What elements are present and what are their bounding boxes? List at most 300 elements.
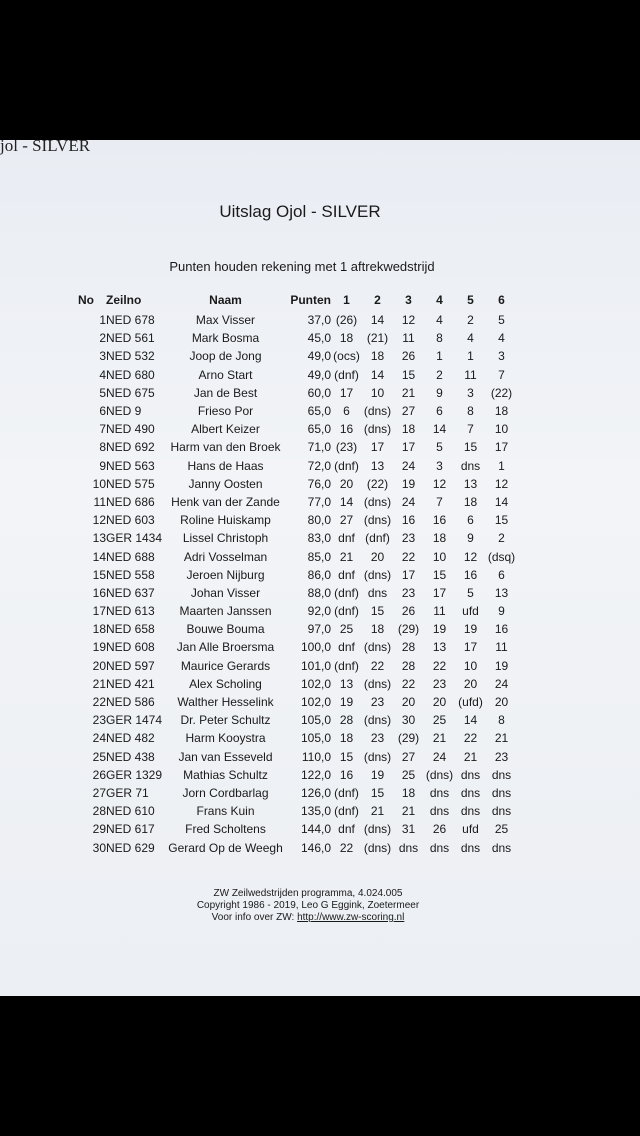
cell-race-3: 22	[401, 676, 416, 691]
table-row	[78, 384, 517, 402]
cell-race-3: 21	[401, 385, 416, 400]
cell-race-1: 22	[339, 840, 354, 855]
cell-race-1: 16	[339, 767, 354, 782]
cell-punten: 80,0	[307, 513, 331, 528]
cell-punten: 110,0	[301, 749, 331, 764]
cell-zeilno: GER 1434	[106, 531, 163, 546]
cell-race-5: 7	[467, 422, 474, 437]
cell-race-3: 23	[401, 531, 416, 546]
cell-race-4: 24	[432, 749, 447, 764]
cell-zeilno: NED 678	[106, 313, 155, 328]
cell-naam: Lissel Christoph	[182, 531, 269, 546]
table-row	[78, 838, 517, 856]
cell-race-2: (22)	[366, 476, 389, 491]
cell-naam: Jan de Best	[193, 385, 258, 400]
cell-race-6: dns	[491, 785, 512, 800]
cell-punten: 146,0	[300, 840, 331, 855]
cell-punten: 88,0	[307, 585, 331, 600]
header-race-5: 5	[467, 293, 474, 307]
table-row	[78, 802, 517, 820]
footer-info-line	[0, 912, 616, 924]
cell-zeilno: NED 637	[106, 585, 155, 600]
cell-zeilno: NED 680	[106, 367, 155, 382]
cell-punten: 135,0	[300, 804, 331, 819]
cell-race-4: 25	[432, 713, 447, 728]
cell-race-2: (dns)	[363, 494, 392, 509]
table-row	[78, 620, 517, 638]
cell-punten: 65,0	[307, 404, 331, 419]
cell-zeilno: GER 1329	[106, 767, 163, 782]
cell-naam: Maurice Gerards	[180, 658, 271, 673]
cell-race-4: 14	[432, 422, 447, 437]
cell-race-6: 24	[494, 676, 509, 691]
table-row	[78, 566, 517, 584]
cell-no: 30	[92, 840, 106, 855]
header-race-4: 4	[436, 293, 443, 307]
cell-race-1: dnf	[338, 640, 355, 655]
cell-punten: 122,0	[300, 767, 331, 782]
cell-punten: 77,0	[307, 494, 331, 509]
cell-no: 27	[92, 785, 106, 800]
cell-race-1: (dnf)	[334, 367, 359, 382]
cell-race-5: 13	[463, 476, 478, 491]
cell-zeilno: NED 482	[106, 731, 155, 746]
cell-punten: 60,0	[307, 385, 331, 400]
table-row	[78, 511, 517, 529]
cell-race-2: 21	[370, 804, 385, 819]
cell-zeilno: NED 692	[106, 440, 155, 455]
cell-race-5: dns	[460, 785, 481, 800]
cell-zeilno: NED 586	[106, 695, 155, 710]
table-row	[78, 784, 517, 802]
table-row	[78, 366, 517, 384]
table-row	[78, 457, 517, 475]
footer-website-link[interactable]: http://www.zw-scoring.nl	[297, 912, 405, 923]
cell-race-4: 26	[432, 822, 447, 837]
footer-copyright-line: Copyright 1986 - 2019, Leo G Eggink, Zoetermeer	[196, 900, 420, 911]
cell-no: 12	[92, 513, 106, 528]
cell-race-2: 14	[370, 313, 385, 328]
cell-race-3: 25	[401, 767, 416, 782]
results-body	[78, 311, 517, 857]
cell-zeilno: NED 575	[106, 476, 155, 491]
cell-naam: Jorn Cordbarlag	[182, 785, 269, 800]
cell-punten: 49,0	[307, 349, 331, 364]
cell-race-2: 15	[370, 604, 385, 619]
cell-race-4: 23	[432, 676, 447, 691]
cell-naam: Janny Oosten	[188, 476, 263, 491]
header-race-6: 6	[498, 293, 505, 307]
cell-punten: 105,0	[300, 713, 331, 728]
cell-race-1: (dnf)	[334, 804, 359, 819]
cell-race-6: 6	[498, 567, 505, 582]
cell-race-3: 31	[401, 822, 416, 837]
cell-punten: 92,0	[307, 604, 331, 619]
cell-race-3: 26	[401, 349, 416, 364]
cell-no: 3	[99, 349, 106, 364]
cell-race-6: 11	[495, 640, 508, 655]
cell-race-6: 15	[494, 513, 509, 528]
table-row	[78, 584, 517, 602]
cell-race-1: (23)	[335, 440, 358, 455]
cell-race-5: 22	[463, 731, 478, 746]
cell-punten: 105,0	[300, 731, 331, 746]
cell-naam: Walther Hesselink	[177, 695, 274, 710]
cell-punten: 101,0	[300, 658, 331, 673]
cell-punten: 71,0	[307, 440, 331, 455]
cell-race-1: 14	[339, 494, 354, 509]
cell-punten: 37,0	[307, 313, 331, 328]
cell-race-1: 15	[339, 749, 354, 764]
cell-race-5: 2	[467, 313, 474, 328]
cell-race-4: 22	[432, 658, 447, 673]
cell-zeilno: NED 613	[106, 604, 155, 619]
cell-naam: Dr. Peter Schultz	[180, 713, 271, 728]
cell-no: 15	[92, 567, 106, 582]
cell-race-6: dns	[491, 804, 512, 819]
cell-race-4: dns	[429, 804, 450, 819]
page-subtitle: Punten houden rekening met 1 aftrekwedstrijd	[169, 259, 435, 274]
cell-zeilno: NED 675	[106, 385, 155, 400]
document-photo	[0, 140, 640, 996]
cell-race-6: 14	[494, 494, 509, 509]
cell-race-2: (dns)	[363, 404, 392, 419]
cell-race-1: 18	[339, 331, 354, 346]
cell-naam: Frieso Por	[197, 404, 254, 419]
cell-race-5: 20	[463, 676, 478, 691]
cell-naam: Joop de Jong	[189, 349, 262, 364]
cell-race-3: 24	[401, 494, 416, 509]
cell-naam: Roline Huiskamp	[180, 513, 271, 528]
cell-punten: 102,0	[300, 676, 331, 691]
cell-race-6: 4	[498, 331, 505, 346]
cell-race-1: 27	[339, 513, 354, 528]
cell-race-6: 3	[498, 349, 505, 364]
cell-race-4: 6	[436, 404, 443, 419]
cell-naam: Mathias Schultz	[183, 767, 268, 782]
cell-race-4: dns	[429, 785, 450, 800]
cell-race-5: dns	[460, 804, 481, 819]
cell-race-1: 13	[339, 676, 354, 691]
results-table	[78, 289, 517, 857]
cell-race-6: 12	[494, 476, 509, 491]
cell-race-5: dns	[460, 458, 481, 473]
cell-no: 5	[99, 385, 106, 400]
cell-zeilno: GER 71	[106, 785, 149, 800]
cell-race-4: dns	[429, 840, 450, 855]
cell-race-5: 12	[463, 549, 478, 564]
cell-punten: 65,0	[307, 422, 331, 437]
table-row	[78, 402, 517, 420]
cell-punten: 85,0	[307, 549, 331, 564]
cell-punten: 126,0	[300, 785, 331, 800]
cell-no: 13	[92, 531, 106, 546]
cell-zeilno: NED 421	[106, 676, 155, 691]
cell-naam: Adri Vosselman	[183, 549, 268, 564]
cell-naam: Albert Keizer	[191, 422, 260, 437]
cell-no: 23	[92, 713, 106, 728]
cell-naam: Hans de Haas	[187, 458, 264, 473]
table-row	[78, 475, 517, 493]
cell-race-3: 17	[401, 440, 416, 455]
cell-punten: 102,0	[300, 695, 331, 710]
cell-race-2: (21)	[366, 331, 389, 346]
cell-no: 8	[99, 440, 106, 455]
cell-zeilno: NED 490	[106, 422, 155, 437]
cell-race-6: 20	[494, 695, 509, 710]
cell-zeilno: NED 608	[106, 640, 155, 655]
cell-race-2: 23	[370, 731, 385, 746]
cell-no: 2	[99, 331, 106, 346]
cell-race-2: (dnf)	[365, 531, 390, 546]
cell-naam: Fred Scholtens	[185, 822, 266, 837]
cell-race-1: 20	[339, 476, 354, 491]
cell-zeilno: NED 629	[106, 840, 155, 855]
header-punten: Punten	[290, 293, 331, 307]
table-row	[78, 657, 517, 675]
cell-race-2: dns	[367, 585, 388, 600]
cell-race-4: 19	[432, 622, 447, 637]
cell-race-2: (dns)	[363, 713, 392, 728]
cell-race-6: 19	[494, 658, 509, 673]
cell-naam: Jan Alle Broersma	[176, 640, 275, 655]
table-row	[78, 693, 517, 711]
cell-punten: 49,0	[307, 367, 331, 382]
cell-no: 21	[92, 676, 106, 691]
cell-race-1: 18	[339, 731, 354, 746]
cell-race-4: 2	[436, 367, 443, 382]
cell-zeilno: NED 617	[106, 822, 155, 837]
table-row	[78, 347, 517, 365]
cell-race-3: 22	[401, 549, 416, 564]
cell-race-1: (ocs)	[333, 349, 360, 364]
cell-race-6: 23	[494, 749, 509, 764]
cell-race-6: dns	[491, 767, 512, 782]
cell-race-1: (dnf)	[334, 458, 359, 473]
cell-race-1: dnf	[338, 567, 355, 582]
cell-race-4: 20	[432, 695, 447, 710]
cell-race-3: 28	[401, 640, 416, 655]
cell-race-1: 21	[339, 549, 354, 564]
table-row	[78, 748, 517, 766]
cell-punten: 100,0	[300, 640, 331, 655]
cell-naam: Harm Kooystra	[185, 731, 266, 746]
cell-no: 18	[92, 622, 106, 637]
cell-race-5: 8	[467, 404, 474, 419]
cell-no: 9	[99, 458, 106, 473]
cell-race-5: 6	[467, 513, 474, 528]
cell-race-3: 23	[401, 585, 416, 600]
header-no: No	[78, 293, 94, 307]
cell-race-3: 26	[401, 604, 416, 619]
cell-race-5: 14	[463, 713, 478, 728]
cell-race-4: 10	[432, 549, 447, 564]
cell-race-3: 18	[401, 785, 416, 800]
cell-race-2: 13	[370, 458, 385, 473]
cell-naam: Mark Bosma	[191, 331, 260, 346]
header-race-3: 3	[405, 293, 412, 307]
cell-race-1: 19	[339, 695, 354, 710]
cell-race-1: 25	[339, 622, 354, 637]
cell-race-1: (dnf)	[334, 658, 359, 673]
cell-race-4: 4	[436, 313, 443, 328]
cell-punten: 72,0	[307, 458, 331, 473]
cell-race-4: 5	[436, 440, 443, 455]
table-header-row	[78, 289, 517, 311]
cell-race-2: (dns)	[363, 676, 392, 691]
cell-naam: Alex Scholing	[189, 676, 262, 691]
cell-race-1: (26)	[335, 313, 358, 328]
cell-race-6: 17	[494, 440, 509, 455]
cell-zeilno: NED 438	[106, 749, 155, 764]
table-row	[78, 602, 517, 620]
cell-race-4: 17	[432, 585, 447, 600]
cell-race-2: (dns)	[363, 567, 392, 582]
cell-no: 11	[93, 494, 106, 509]
cell-no: 29	[92, 822, 106, 837]
cell-no: 7	[99, 422, 106, 437]
table-row	[78, 638, 517, 656]
cell-race-3: 27	[401, 404, 416, 419]
cell-race-4: 1	[436, 349, 443, 364]
cell-race-2: 14	[370, 367, 385, 382]
cell-race-5: 21	[463, 749, 478, 764]
cell-race-4: 18	[432, 531, 447, 546]
cell-race-2: 23	[370, 695, 385, 710]
cell-naam: Henk van der Zande	[171, 494, 280, 509]
cell-race-4: 7	[436, 494, 443, 509]
cell-race-6: 16	[494, 622, 509, 637]
cell-race-6: 21	[494, 731, 509, 746]
cell-race-3: (29)	[397, 731, 420, 746]
page-title: Uitslag Ojol - SILVER	[219, 202, 381, 221]
cell-race-3: 17	[401, 567, 416, 582]
cell-race-5: 18	[463, 494, 478, 509]
cell-zeilno: NED 610	[106, 804, 155, 819]
cell-punten: 45,0	[307, 331, 331, 346]
cell-naam: Gerard Op de Weegh	[168, 840, 283, 855]
header-zeilno: Zeilno	[106, 293, 142, 307]
cell-punten: 97,0	[307, 622, 331, 637]
cell-race-2: (dns)	[363, 822, 392, 837]
cell-zeilno: NED 597	[106, 658, 155, 673]
header-race-2: 2	[374, 293, 381, 307]
cell-no: 28	[92, 804, 106, 819]
footer-info-prefix: Voor info over ZW:	[211, 912, 298, 923]
cell-punten: 86,0	[307, 567, 331, 582]
cell-zeilno: NED 9	[106, 404, 142, 419]
cell-race-3: 12	[401, 313, 416, 328]
cell-race-3: 27	[401, 749, 416, 764]
cell-punten: 83,0	[307, 531, 331, 546]
cell-race-3: 19	[401, 476, 416, 491]
cell-race-3: 21	[401, 804, 416, 819]
cell-no: 25	[92, 749, 106, 764]
cell-race-4: 15	[432, 567, 447, 582]
cell-race-6: 13	[494, 585, 509, 600]
cell-no: 1	[99, 313, 106, 328]
cell-no: 26	[92, 767, 106, 782]
cell-race-3: 15	[401, 367, 416, 382]
cell-race-3: dns	[398, 840, 419, 855]
cell-race-5: dns	[460, 767, 481, 782]
cell-race-3: 20	[401, 695, 416, 710]
cell-no: 10	[92, 476, 106, 491]
footer-program-line: ZW Zeilwedstrijden programma, 4.024.005	[213, 888, 403, 899]
table-row	[78, 547, 517, 565]
cell-naam: Max Visser	[195, 313, 256, 328]
cell-race-1: 6	[343, 404, 350, 419]
cell-race-5: 5	[467, 585, 474, 600]
cell-race-3: 30	[401, 713, 416, 728]
cell-zeilno: GER 1474	[106, 713, 163, 728]
cell-race-5: 11	[464, 367, 477, 382]
table-row	[78, 420, 517, 438]
cell-race-6: (22)	[490, 385, 513, 400]
cell-no: 20	[92, 658, 106, 673]
cell-race-3: 24	[401, 458, 416, 473]
cell-race-3: 11	[402, 331, 415, 346]
cell-race-6: 9	[498, 604, 505, 619]
cell-no: 6	[99, 404, 106, 419]
table-row	[78, 675, 517, 693]
cell-race-6: 10	[494, 422, 509, 437]
cell-punten: 144,0	[300, 822, 331, 837]
cell-zeilno: NED 603	[106, 513, 155, 528]
table-row	[78, 729, 517, 747]
cell-race-3: (29)	[397, 622, 420, 637]
cell-naam: Arno Start	[198, 367, 253, 382]
cell-race-1: (dnf)	[334, 604, 359, 619]
cell-no: 14	[92, 549, 106, 564]
cell-race-6: 1	[498, 458, 505, 473]
cell-race-5: dns	[460, 840, 481, 855]
cell-race-1: 16	[339, 422, 354, 437]
cell-race-6: 18	[494, 404, 509, 419]
cell-no: 16	[92, 585, 106, 600]
cell-race-1: dnf	[338, 822, 355, 837]
cell-race-5: 1	[467, 349, 474, 364]
cell-no: 19	[92, 640, 106, 655]
cell-naam: Johan Visser	[190, 585, 261, 600]
cell-race-3: 16	[401, 513, 416, 528]
cell-race-5: ufd	[462, 604, 479, 619]
cell-race-6: 5	[498, 313, 505, 328]
cell-race-2: (dns)	[363, 640, 392, 655]
cell-zeilno: NED 688	[106, 549, 155, 564]
table-row	[78, 438, 517, 456]
cell-race-2: 10	[370, 385, 385, 400]
cell-race-2: 17	[370, 440, 385, 455]
cell-no: 17	[92, 604, 106, 619]
cell-race-1: (dnf)	[334, 785, 359, 800]
cell-race-6: (dsq)	[487, 549, 516, 564]
cell-zeilno: NED 563	[106, 458, 155, 473]
cell-race-2: 20	[370, 549, 385, 564]
cell-no: 24	[92, 731, 106, 746]
cell-race-6: dns	[491, 840, 512, 855]
cell-race-3: 28	[401, 658, 416, 673]
cell-race-6: 2	[498, 531, 505, 546]
cell-race-1: 28	[339, 713, 354, 728]
cell-race-2: (dns)	[363, 422, 392, 437]
cell-race-6: 25	[494, 822, 509, 837]
header-race-1: 1	[343, 293, 350, 307]
cell-race-5: 4	[467, 331, 474, 346]
cell-naam: Jeroen Nijburg	[186, 567, 265, 582]
table-row	[78, 529, 517, 547]
cell-race-5: 3	[467, 385, 474, 400]
